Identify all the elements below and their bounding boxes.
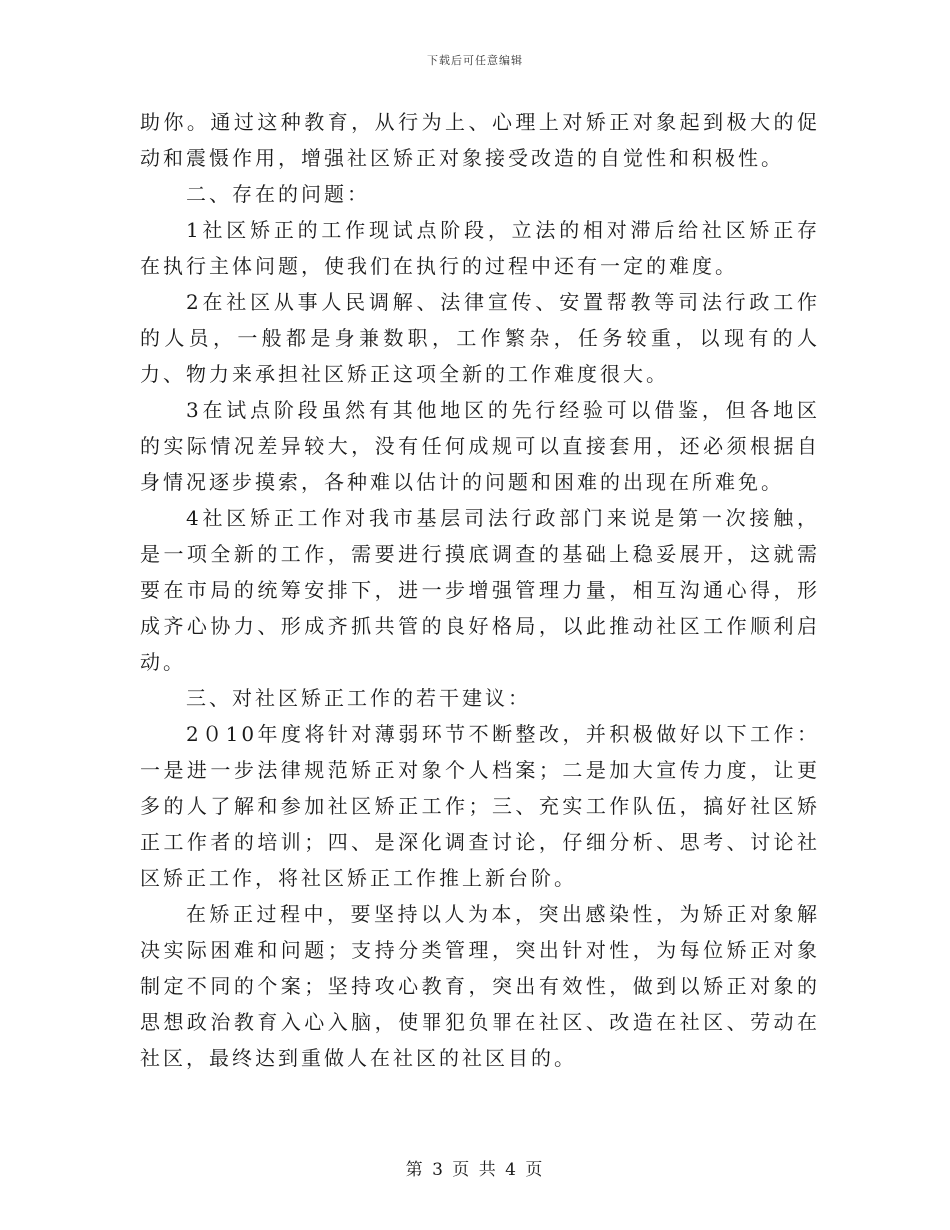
- paragraph-problem-1: 1社区矫正的工作现试点阶段，立法的相对滞后给社区矫正存在执行主体问题，使我们在执行的过程中还有一定的难度。: [140, 218, 820, 278]
- paragraph-suggestions: 2０10年度将针对薄弱环节不断整改，并积极做好以下工作：一是进一步法律规范矫正对象个人档案；二是加大宣传力度，让更多的人了解和参加社区矫正工作；三、充实工作队伍，搞好社区矫正工作者的培训；四、是深化调查讨论，仔细分析、思考、讨论社区矫正工作，将社区矫正工作推上新台阶。: [140, 722, 820, 890]
- paragraph-continuation: 助你。通过这种教育，从行为上、心理上对矫正对象起到极大的促动和震慑作用，增强社区矫正对象接受改造的自觉性和积极性。: [140, 110, 820, 170]
- section-heading-suggestions: 三、对社区矫正工作的若干建议：: [186, 686, 531, 710]
- paragraph-problem-2: 2在社区从事人民调解、法律宣传、安置帮教等司法行政工作的人员，一般都是身兼数职，工作繁杂，任务较重，以现有的人力、物力来承担社区矫正这项全新的工作难度很大。: [140, 290, 820, 386]
- paragraph-problem-4: 4社区矫正工作对我市基层司法行政部门来说是第一次接触，是一项全新的工作，需要进行摸底调查的基础上稳妥展开，这就需要在市局的统筹安排下，进一步增强管理力量，相互沟通心得，形成齐心协力、形成齐抓共管的良好格局，以此推动社区工作顺利启动。: [140, 506, 820, 674]
- page-header: 下载后可任意编辑: [427, 54, 523, 67]
- document-body: [140, 104, 820, 1076]
- page-footer: 第 3 页 共 4 页: [405, 1160, 545, 1180]
- paragraph-conclusion: 在矫正过程中，要坚持以人为本，突出感染性，为矫正对象解决实际困难和问题；支持分类管理，突出针对性，为每位矫正对象制定不同的个案；坚持攻心教育，突出有效性，做到以矫正对象的思想政治教育入心入脑，使罪犯负罪在社区、改造在社区、劳动在社区，最终达到重做人在社区的社区目的。: [140, 902, 820, 1070]
- paragraph-problem-3: 3在试点阶段虽然有其他地区的先行经验可以借鉴，但各地区的实际情况差异较大，没有任何成规可以直接套用，还必须根据自身情况逐步摸索，各种难以估计的问题和困难的出现在所难免。: [140, 398, 820, 494]
- section-heading-problems: 二、存在的问题：: [186, 182, 370, 206]
